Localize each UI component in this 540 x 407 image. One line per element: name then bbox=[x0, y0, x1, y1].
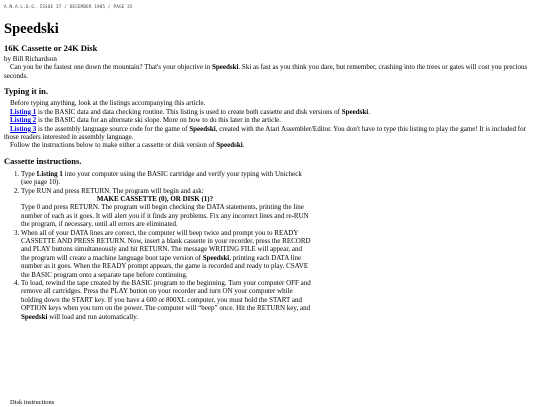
cassette-steps-list bbox=[4, 170, 311, 321]
listing-3-paragraph: Listing 3 is the assembly language source code for the game of Speedski, created with the Atari Assembler/Editor. You don't have to type this listing to play the game! It is included for those readers interested in assembly language. bbox=[4, 124, 526, 141]
cassette-step-1: 1. Type Listing 1 into your computer using the BASIC cartridge and verify your typing with Unicheck (see page 10). bbox=[21, 170, 311, 187]
cassette-step-2: 2. Type RUN and press RETURN. The program will begin and ask: MAKE CASSETTE (0), OR DISK (1)? Type 0 and press RETURN. The program will begin checking the DATA statements, printing the line number of each as it goes. It will alert you if it finds any problems. Fix any incorrect lines and re-RUN the program, if necessary, until all errors are eliminated. bbox=[21, 187, 311, 229]
listing-2-paragraph: Listing 2 is the BASIC data for an alternate ski slope. More on how to do this later in the article. bbox=[10, 116, 282, 125]
cassette-prompt: MAKE CASSETTE (0), OR DISK (1)? bbox=[96, 195, 214, 204]
cassette-step-3: 3. When all of your DATA lines are correct, the computer will beep twice and prompt you to READY CASSETTE AND PRESS RETURN. Now, insert a blank cassette in your recorder, press the RECORD and PLAY buttons simultaneously and hit RETURN. The message WRITING FILE will appear, and the program will create a machine language boot tape version of Speedski, printing each DATA line number as it goes. When the READY prompt appears, the game is recorded and ready to play. CSAVE the BASIC program onto a separate tape before continuing. bbox=[21, 229, 311, 279]
cassette-step-4: 4. To load, rewind the tape created by the BASIC program to the beginning. Turn your computer OFF and remove all cartridges. Press the PLAY button on your recorder and turn ON your computer while holding down the START key. If you have a 600 or 800XL computer, you must hold the START and OPTION keys when you turn on the power. The computer will “beep” once. Hit the RETURN key, and Speedski will load and run automatically. bbox=[21, 279, 311, 321]
cassette-heading: Cassette instructions. bbox=[4, 155, 82, 166]
disk-instructions-text: Disk instructions bbox=[10, 399, 55, 406]
article-title: Speedski bbox=[4, 21, 59, 38]
byline: by Bill Richardson bbox=[4, 55, 57, 64]
follow-instructions-paragraph: Follow the instructions below to make either a cassette or disk version of Speedski. bbox=[10, 141, 245, 150]
issue-header-line: A.N.A.L.O.G. ISSUE 37 / DECEMBER 1985 / PAGE 35 bbox=[4, 5, 133, 10]
article-subtitle: 16K Cassette or 24K Disk bbox=[4, 42, 98, 53]
listing-1-paragraph: Listing 1 is the BASIC data and data checking routine. This listing is used to create both cassette and disk versions of Speedski. bbox=[10, 107, 370, 116]
article-page bbox=[4, 5, 532, 321]
listing-3-link[interactable]: Listing 3 bbox=[10, 124, 37, 133]
typing-heading: Typing it in. bbox=[4, 86, 49, 97]
listing-1-link[interactable]: Listing 1 bbox=[10, 107, 37, 116]
typing-paragraph-1: Before typing anything, look at the listings accompanying this article. bbox=[10, 99, 206, 108]
listing-2-link[interactable]: Listing 2 bbox=[10, 116, 37, 125]
intro-paragraph: Can you be the fastest one down the mountain? That's your objective in Speedski. Ski as fast as you think you dare, but remember, crashing into the trees or gates will cost you precious seconds. bbox=[4, 63, 528, 80]
